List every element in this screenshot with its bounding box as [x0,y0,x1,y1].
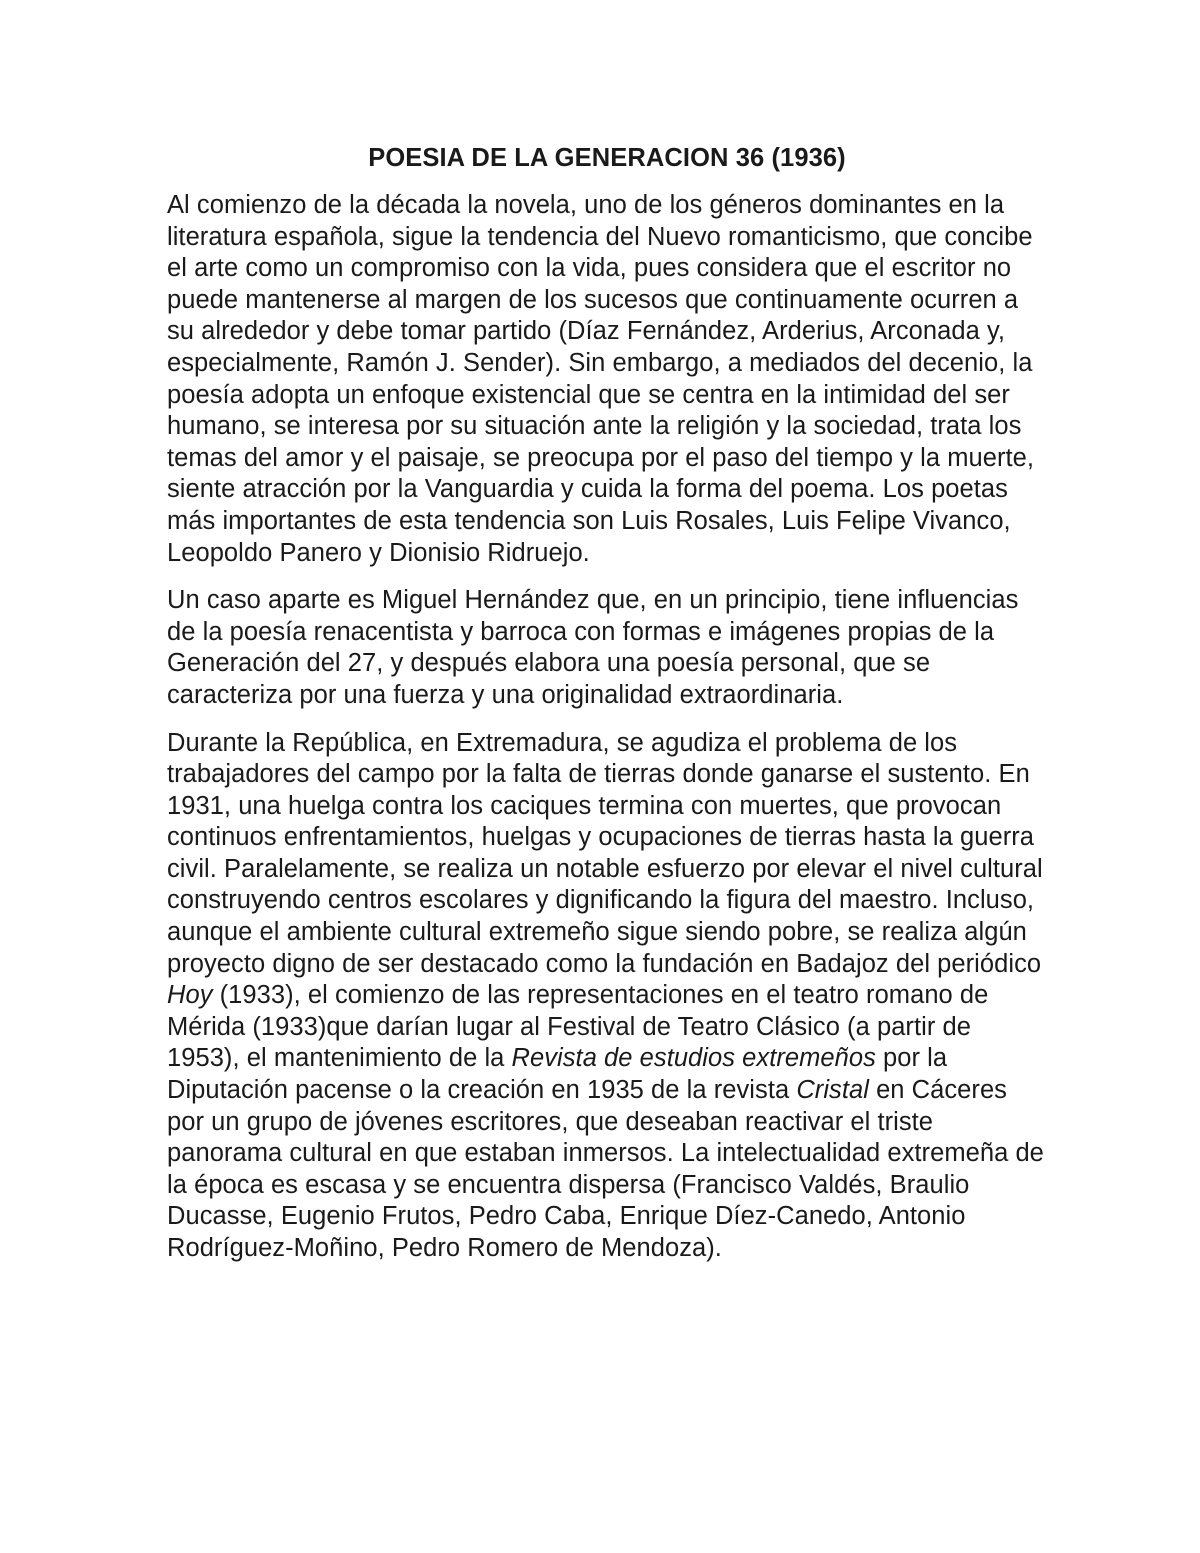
paragraph-3-text-2: (1933), el comienzo de las representaciones en el teatro romano de Mérida (1933)que darían lugar al Festival de Teatro Clásico (a partir de 1953), el mantenimiento de la [167,981,989,1073]
document-body [167,140,1047,1281]
journal-title-revista: Revista de estudios extremeños [511,1044,876,1073]
newspaper-title-hoy: Hoy [167,981,213,1010]
magazine-title-cristal: Cristal [796,1076,869,1105]
paragraph-3-text-4: en Cáceres por un grupo de jóvenes escritores, que deseaban reactivar el triste panorama cultural en que estaban inmersos. La intelectualidad extremeña de la época es escasa y se encuentra dispersa (Francisco Valdés, Braulio Ducasse, Eugenio Frutos, Pedro Caba, Enrique Díez-Canedo, Antonio Rodríguez-Moñino, Pedro Romero de Mendoza). [167,1076,1044,1262]
paragraph-2: Un caso aparte es Miguel Hernández que, en un principio, tiene influencias de la poesía renacentista y barroca con formas e imágenes propias de la Generación del 27, y después elabora una poesía personal, que se caracteriza por una fuerza y una originalidad extraordinaria. [167,586,1019,709]
paragraph-3 [167,728,1047,1265]
paragraph-3-text-1: Durante la República, en Extremadura, se agudiza el problema de los trabajadores del campo por la falta de tierras donde ganarse el sustento. En 1931, una huelga contra los caciques termina con muertes, que provocan continuos enfrentamientos, huelgas y ocupaciones de tierras hasta la guerra civil. Paralelamente, se realiza un notable esfuerzo por elevar el nivel cultural construyendo centros escolares y dignificando la figura del maestro. Incluso, aunque el ambiente cultural extremeño sigue siendo pobre, se realiza algún proyecto digno de ser destacado como la fundación en Badajoz del periódico [167,728,1043,978]
paragraph-3-text-3: por la Diputación pacense o la creación en 1935 de la revista [167,1044,948,1105]
paragraph-1: Al comienzo de la década la novela, uno de los géneros dominantes en la literatura española, sigue la tendencia del Nuevo romanticismo, que concibe el arte como un compromiso con la vida, pues considera que el escritor no puede mantenerse al margen de los sucesos que continuamente ocurren a su alrededor y debe tomar partido (Díaz Fernández, Arderius, Arconada y, especialmente, Ramón J. Sender). Sin embargo, a mediados del decenio, la poesía adopta un enfoque existencial que se centra en la intimidad del ser humano, se interesa por su situación ante la religión y la sociedad, trata los temas del amor y el paisaje, se preocupa por el paso del tiempo y la muerte, siente atracción por la Vanguardia y cuida la forma del poema. Los poetas más importantes de esta tendencia son Luis Rosales, Luis Felipe Vivanco, Leopoldo Panero y Dionisio Ridruejo. [167,191,1035,567]
document-title: POESIA DE LA GENERACION 36 (1936) [368,144,846,172]
